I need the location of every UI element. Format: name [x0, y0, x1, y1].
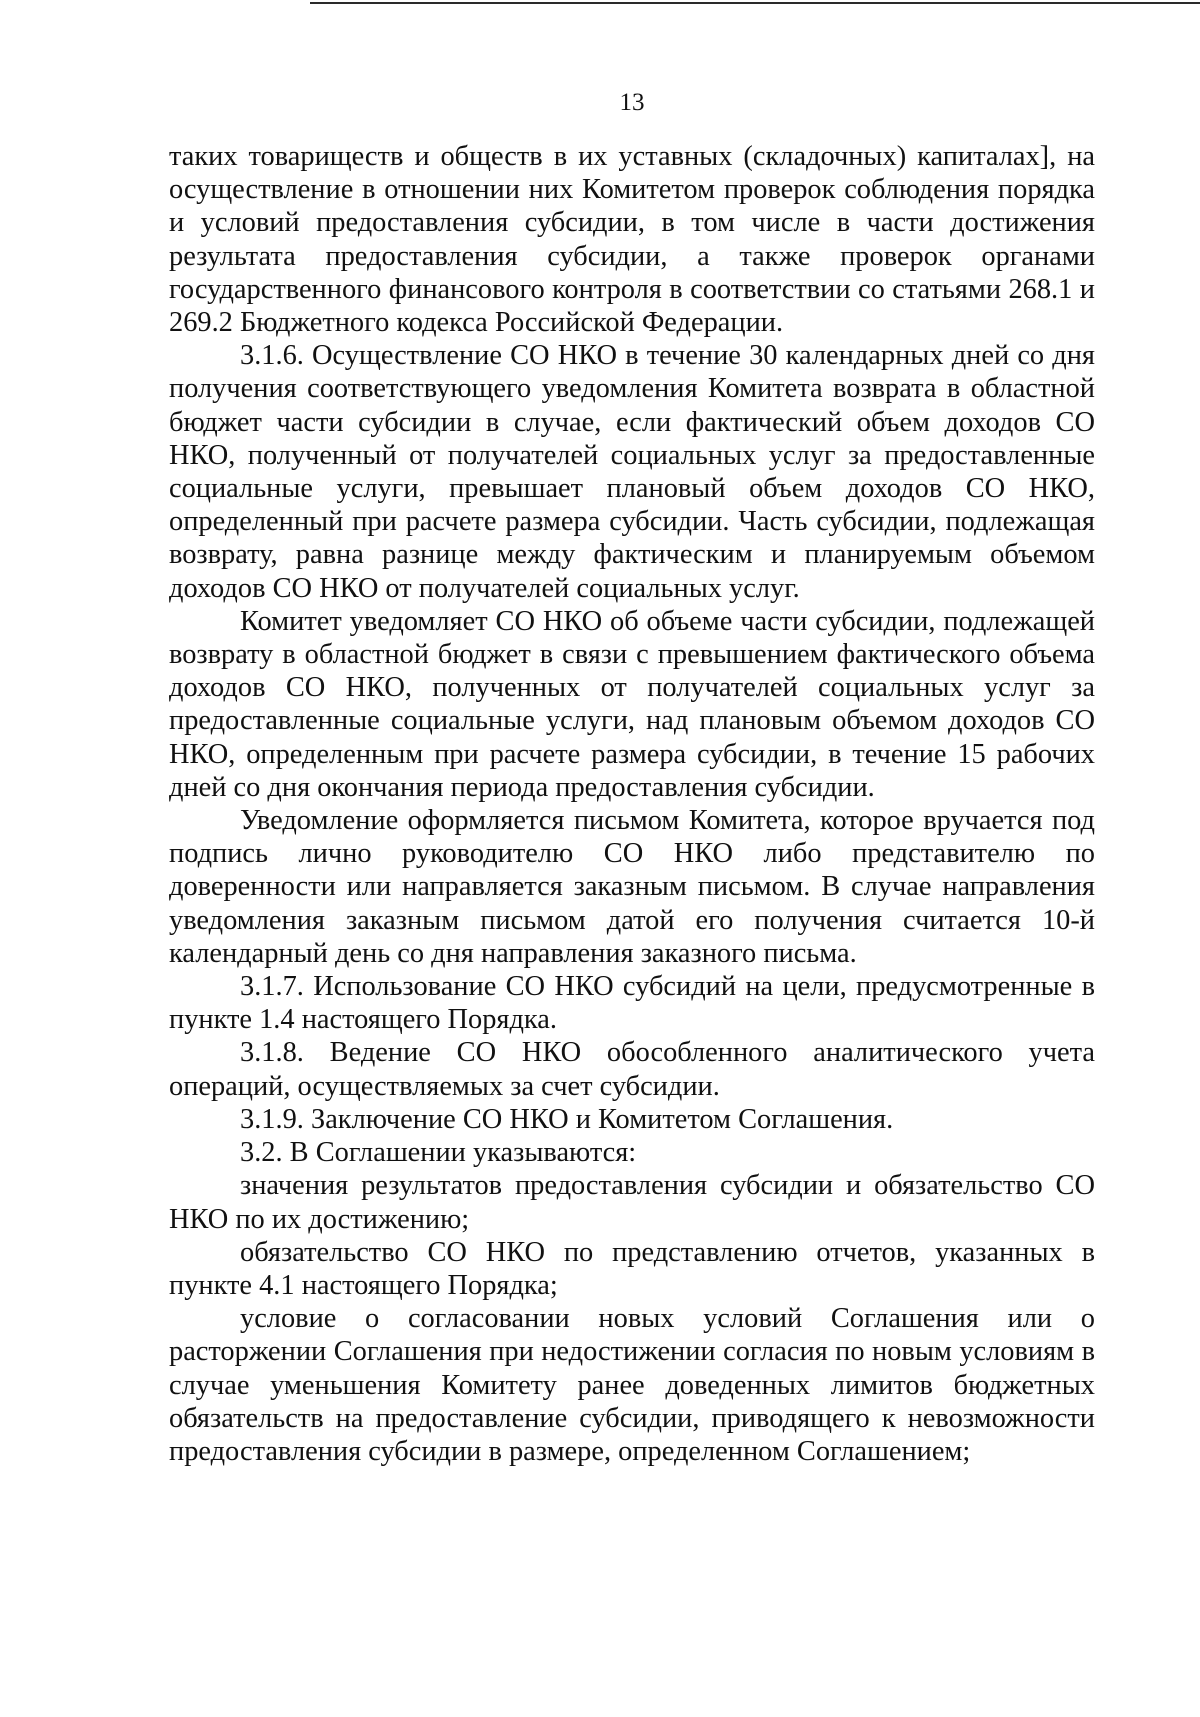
paragraph: 3.1.9. Заключение СО НКО и Комитетом Соглашения.	[240, 1103, 894, 1135]
document-body	[169, 140, 1095, 1468]
paragraph: 3.1.8. Ведение СО НКО обособленного аналитического учета операций, осуществляемых за счет субсидии.	[169, 1037, 1095, 1102]
page-number: 13	[619, 89, 645, 116]
paragraph: таких товариществ и обществ в их уставных (складочных) капиталах], на осуществление в отношении них Комитетом проверок соблюдения порядка и условий предоставления субсидии, в том числе в части достижения результата предоставления субсидии, а также проверок органами государственного финансового контроля в соответствии со статьями 268.1 и 269.2 Бюджетного кодекса Российской Федерации.	[169, 141, 1095, 339]
top-border-line	[310, 2, 1200, 4]
paragraph: значения результатов предоставления субсидии и обязательство СО НКО по их достижению;	[169, 1170, 1095, 1235]
paragraph: Уведомление оформляется письмом Комитета, которое вручается под подпись лично руководителю СО НКО либо представителю по доверенности или направляется заказным письмом. В случае направления уведомления заказным письмом датой его получения считается 10-й календарный день со дня направления заказного письма.	[169, 805, 1095, 969]
paragraph: обязательство СО НКО по представлению отчетов, указанных в пункте 4.1 настоящего Порядка;	[169, 1236, 1095, 1301]
paragraph: 3.1.7. Использование СО НКО субсидий на цели, предусмотренные в пункте 1.4 настоящего Порядка.	[169, 971, 1095, 1036]
paragraph: 3.2. В Соглашении указываются:	[240, 1137, 637, 1169]
paragraph: 3.1.6. Осуществление СО НКО в течение 30 календарных дней со дня получения соответствующего уведомления Комитета возврата в областной бюджет части субсидии в случае, если фактический объем доходов СО НКО, полученный от получателей социальных услуг за предоставленные социальные услуги, превышает плановый объем доходов СО НКО, определенный при расчете размера субсидии. Часть субсидии, подлежащая возврату, равна разнице между фактическим и планируемым объемом доходов СО НКО от получателей социальных услуг.	[169, 340, 1095, 604]
paragraph: условие о согласовании новых условий Соглашения или о расторжении Соглашения при недостижении согласия по новым условиям в случае уменьшения Комитету ранее доведенных лимитов бюджетных обязательств на предоставление субсидии, приводящего к невозможности предоставления субсидии в размере, определенном Соглашением;	[169, 1303, 1095, 1467]
paragraph: Комитет уведомляет СО НКО об объеме части субсидии, подлежащей возврату в областной бюджет в связи с превышением фактического объема доходов СО НКО, полученных от получателей социальных услуг за предоставленные социальные услуги, над плановым объемом доходов СО НКО, определенным при расчете размера субсидии, в течение 15 рабочих дней со дня окончания периода предоставления субсидии.	[169, 605, 1095, 803]
